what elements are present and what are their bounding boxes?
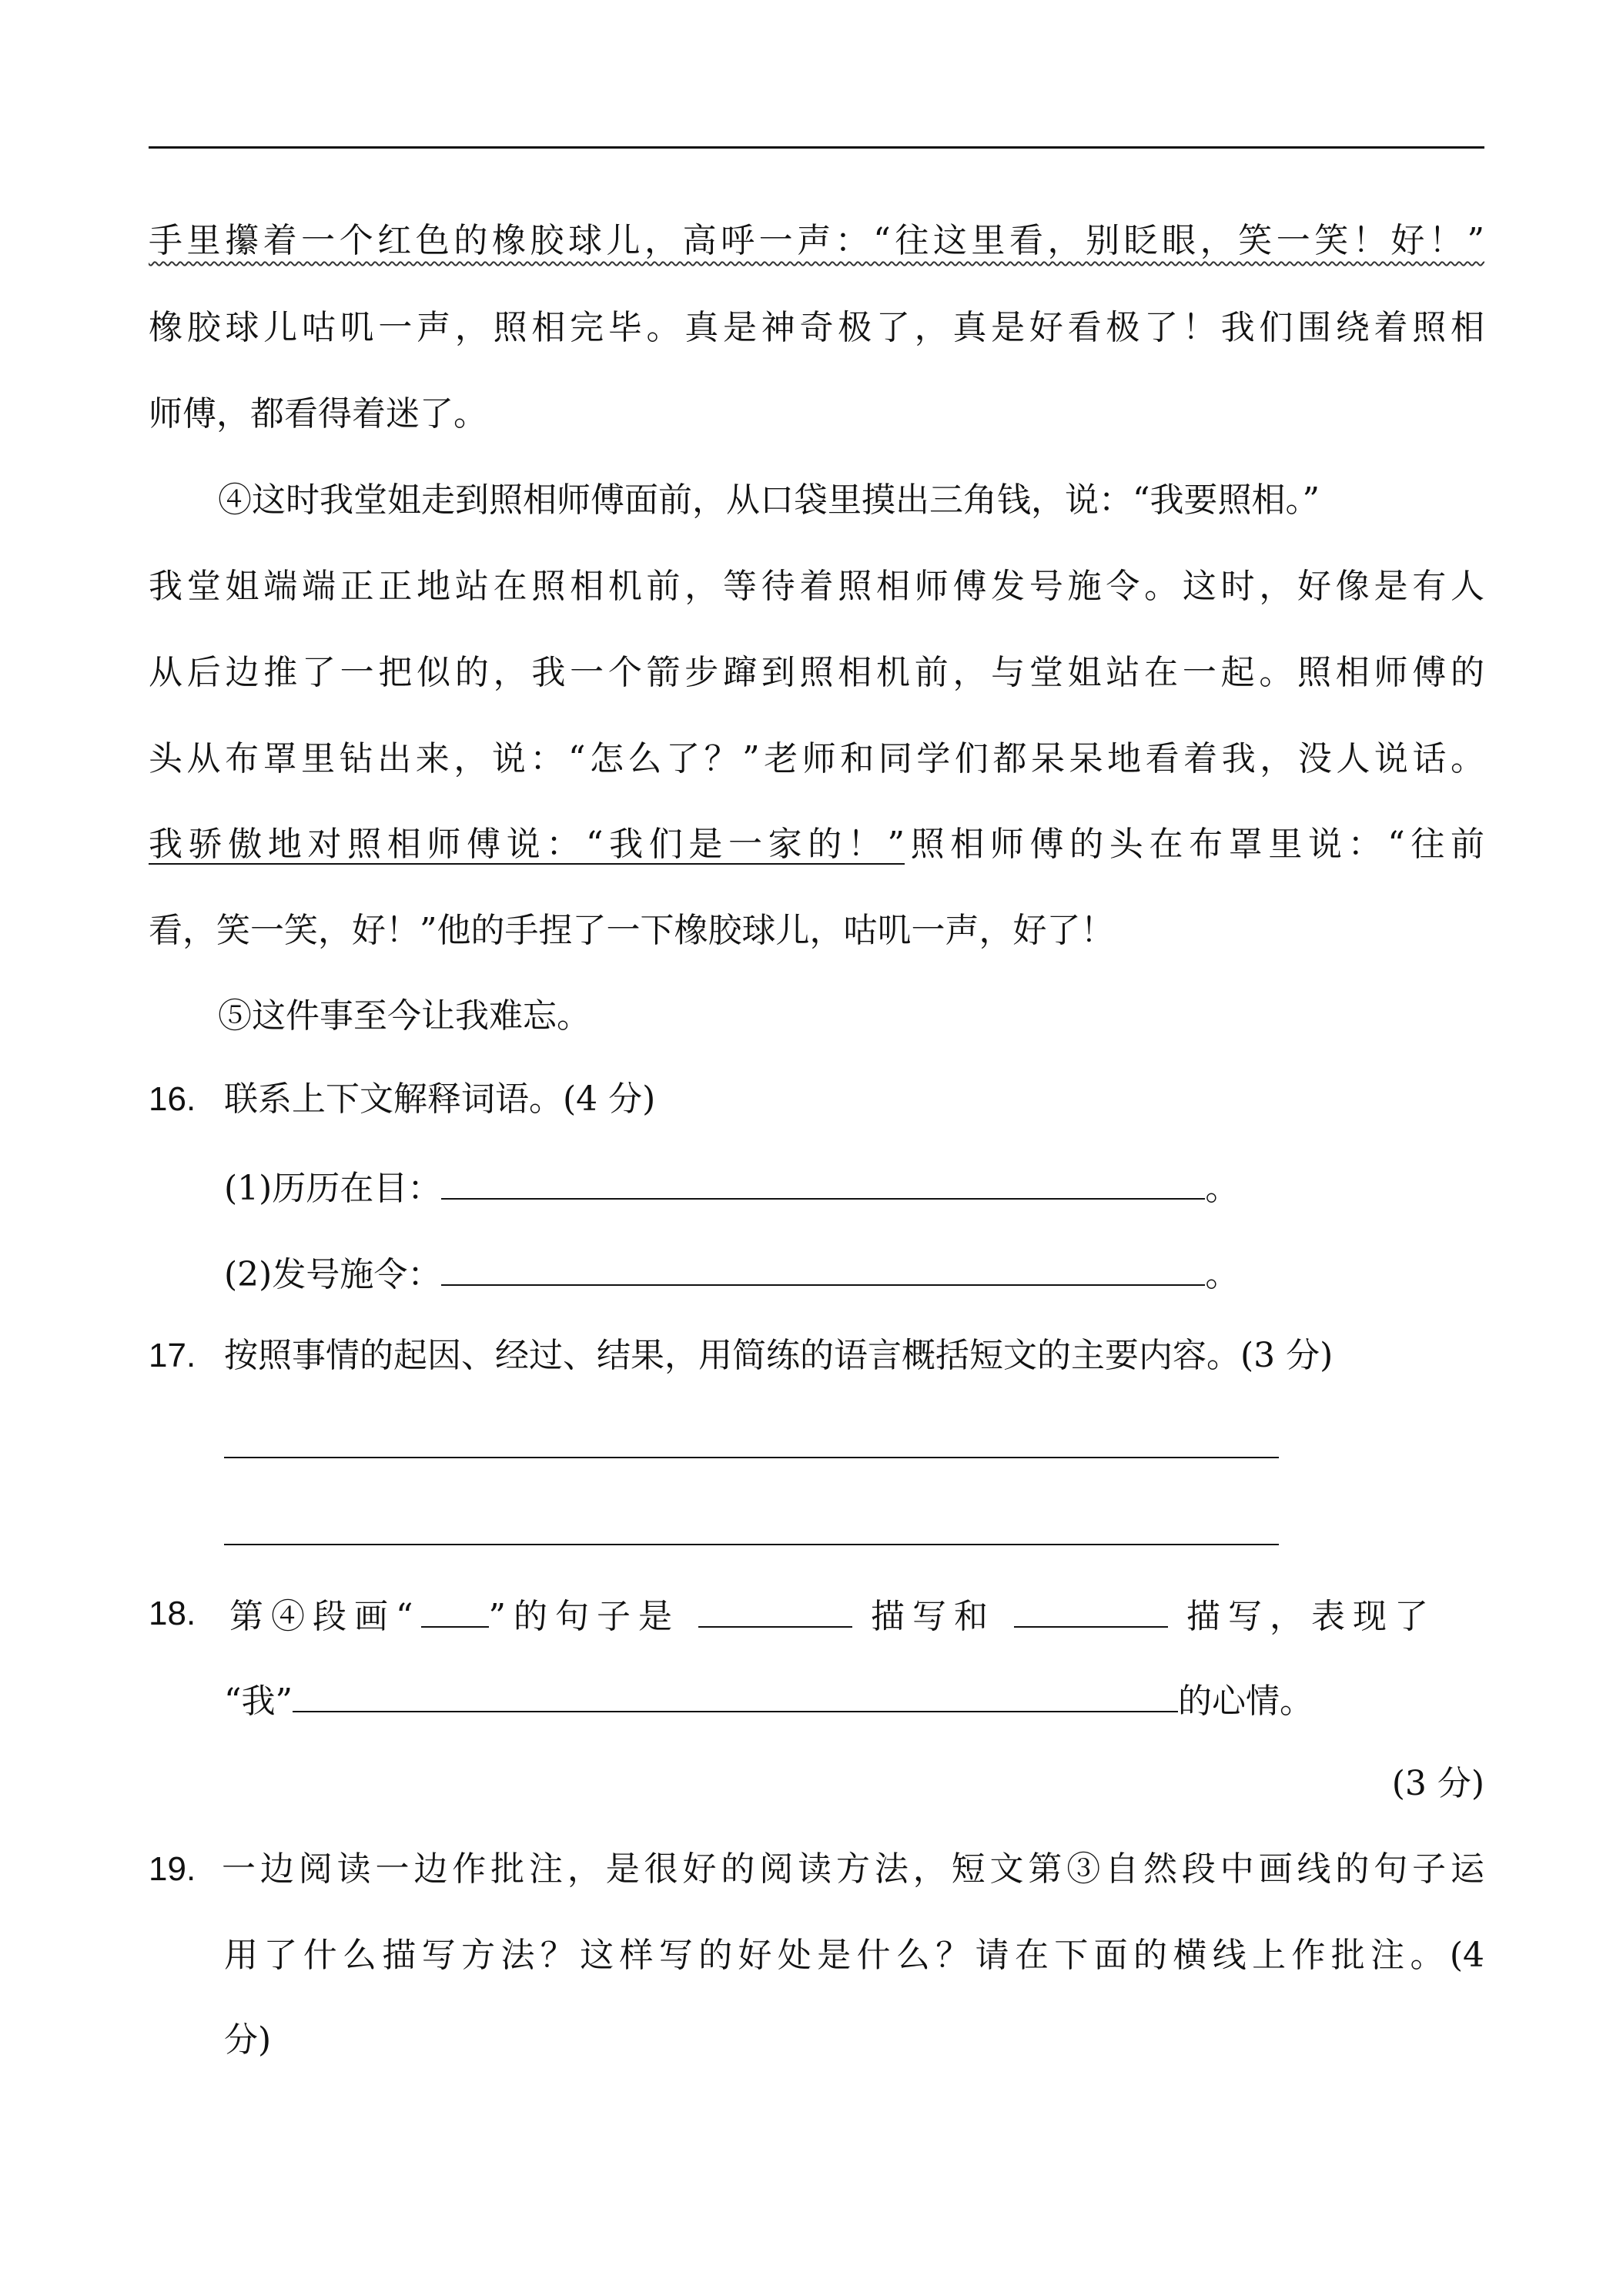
- question-18-score: (3 分): [1391, 1764, 1484, 1803]
- paragraph-4-start: ④这时我堂姐走到照相师傅面前，从口袋里摸出三角钱，说：“我要照相。”: [218, 480, 1320, 520]
- question-17-number: 17.: [149, 1337, 196, 1374]
- answer-blank[interactable]: [421, 1591, 489, 1628]
- answer-blank[interactable]: [293, 1675, 1178, 1712]
- answer-blank[interactable]: [441, 1163, 1205, 1200]
- question-18-number: 18.: [149, 1595, 196, 1632]
- passage-line-7: 头从布罩里钻出来，说：“怎么了？”老师和同学们都呆呆地看着我，没人说话。: [149, 739, 1484, 778]
- question-18-line-2: “我” 的心情。: [224, 1675, 1484, 1725]
- passage-line-8: 我骄傲地对照相师傅说：“我们是一家的！”照相师傅的头在布罩里说：“往前: [149, 825, 1484, 864]
- question-16-item-2: (2)发号施令： 。: [224, 1249, 1484, 1298]
- answer-blank[interactable]: [1014, 1591, 1168, 1628]
- underlined-sentence: 我骄傲地对照相师傅说：“我们是一家的！”: [149, 825, 905, 864]
- passage-line-5: 我堂姐端端正正地站在照相机前，等待着照相师傅发号施令。这时，好像是有人: [149, 567, 1484, 606]
- question-19-line-1: 一边阅读一边作批注，是很好的阅读方法，短文第③自然段中画线的句子运: [222, 1849, 1484, 1889]
- answer-line-1[interactable]: [224, 1457, 1279, 1458]
- passage-line-9: 看，笑一笑，好！”他的手捏了一下橡胶球儿，咕叽一声，好了！: [149, 911, 1115, 950]
- passage-line-6: 从后边推了一把似的，我一个箭步蹿到照相机前，与堂姐站在一起。照相师傅的: [149, 653, 1484, 692]
- question-18-line-1: 第④段画“ ”的句子是 描写和 描写，表现了: [229, 1591, 1484, 1640]
- wavy-underlined-sentence: 手里攥着一个红色的橡胶球儿，高呼一声：“往这里看，别眨眼，笑一笑！好！”: [149, 221, 1484, 260]
- passage-line-2: 橡胶球儿咕叽一声，照相完毕。真是神奇极了，真是好看极了！我们围绕着照相: [149, 308, 1484, 347]
- question-19-line-2: 用了什么描写方法？这样写的好处是什么？请在下面的横线上作批注。(4: [224, 1936, 1484, 1975]
- question-16-text: 联系上下文解释词语。(4 分): [224, 1079, 656, 1119]
- question-19-line-3: 分): [224, 2020, 272, 2060]
- header-rule: [149, 146, 1484, 149]
- answer-line-2[interactable]: [224, 1544, 1279, 1545]
- passage-line-1: [149, 218, 1484, 264]
- question-16-item-1: (1)历历在目： 。: [224, 1163, 1484, 1212]
- answer-blank[interactable]: [698, 1591, 852, 1628]
- answer-blank[interactable]: [441, 1249, 1205, 1286]
- question-17-text: 按照事情的起因、经过、结果，用简练的语言概括短文的主要内容。(3 分): [224, 1336, 1334, 1375]
- passage-line-3: 师傅，都看得着迷了。: [149, 394, 487, 433]
- paragraph-5: ⑤这件事至今让我难忘。: [218, 996, 591, 1036]
- question-16-number: 16.: [149, 1080, 196, 1118]
- question-19-number: 19.: [149, 1850, 196, 1888]
